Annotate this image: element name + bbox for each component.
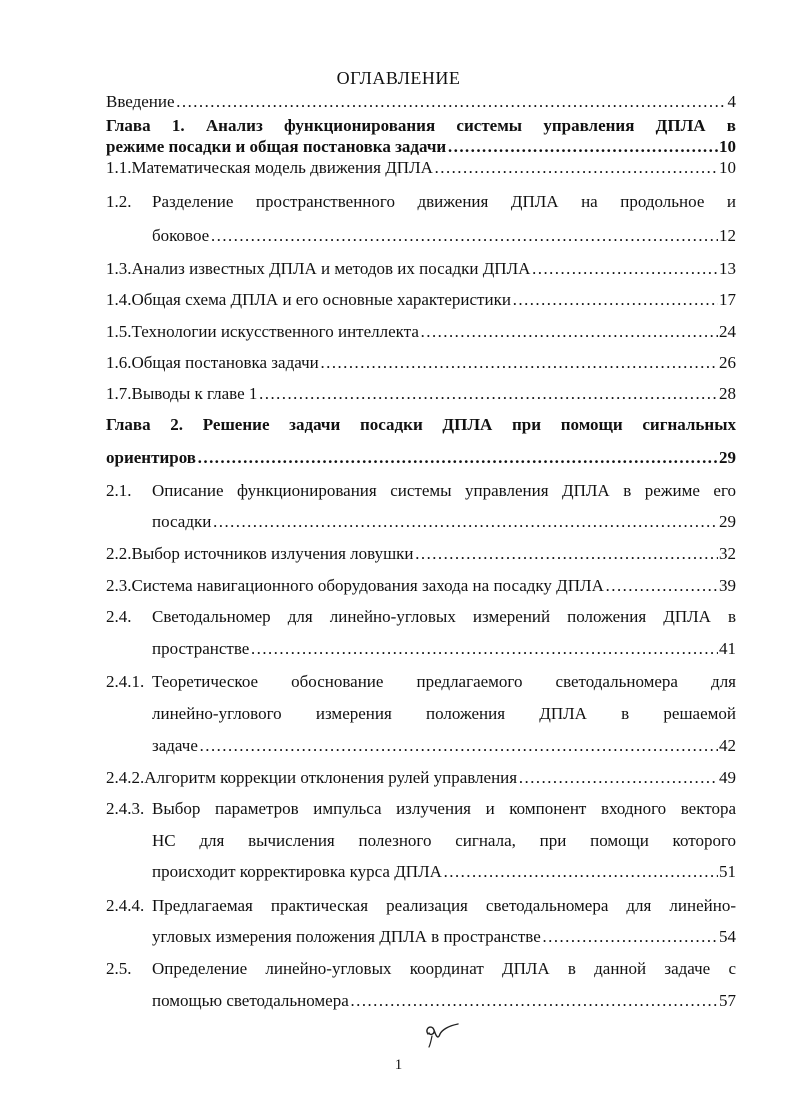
leader-dots [197,448,718,468]
entry-text: Выбор параметров импульса излучения и компонент входного вектора [152,799,736,818]
toc-entry-1-2-line2 [152,226,736,246]
entry-page: 10 [719,137,736,156]
leader-dots [176,92,727,112]
toc-entry-1-4 [106,290,736,310]
leader-dots [258,384,718,404]
entry-text: Технологии искусственного интеллекта [131,322,419,341]
toc-entry-2-4-line2 [152,639,736,659]
toc-entry-2-4-1-line2 [152,704,736,724]
toc-entry-2-4-4-line2 [152,927,736,947]
entry-text: Общая постановка задачи [131,353,319,372]
entry-page: 49 [719,768,736,787]
toc-entry-1-3 [106,259,736,279]
entry-page: 57 [719,991,736,1010]
entry-page: 29 [719,512,736,531]
leader-dots [605,576,718,596]
entry-text: Выводы к главе 1 [131,384,258,403]
toc-entry-2-4-1-line3 [152,736,736,756]
entry-page: 4 [727,92,736,111]
toc-entry-2-1-line1 [106,481,736,501]
entry-number: 1.4. [106,290,132,309]
entry-text: Светодальномер для линейно-угловых измерений положения ДПЛА в [152,607,736,626]
entry-text: Общая схема ДПЛА и его основные характеристики [131,290,511,309]
chapter-title: Глава 2. Решение задачи посадки ДПЛА при помощи сигнальных [106,415,736,434]
entry-page: 42 [719,736,736,755]
entry-page: 28 [719,384,736,403]
page-number: 1 [394,1057,403,1073]
leader-dots [415,544,718,564]
leader-dots [250,639,718,659]
entry-text-cont: боковое [152,226,210,245]
entry-text-cont: угловых измерения положения ДПЛА в пространстве [152,927,541,946]
entry-number: 1.7. [106,384,132,403]
leader-dots [542,927,718,947]
entry-page: 29 [719,448,736,467]
entry-page: 24 [719,322,736,341]
entry-number: 2.4.1. [106,672,145,691]
leader-dots [199,736,718,756]
entry-page: 10 [719,158,736,177]
entry-page: 39 [719,576,736,595]
toc-entry-2-4-2 [106,768,736,788]
entry-text: Описание функционирования системы управления ДПЛА в режиме его [152,481,736,500]
entry-text: Анализ известных ДПЛА и методов их посадки ДПЛА [131,259,531,278]
toc-chapter-1-line1 [106,116,736,136]
entry-number: 2.5. [106,959,132,978]
entry-text: Определение линейно-угловых координат ДПЛА в данной задаче с [152,959,736,978]
leader-dots [320,353,718,373]
entry-number: 1.2. [106,192,132,211]
toc-entry-2-5-line2 [152,991,736,1011]
toc-chapter-2-line1 [106,415,736,435]
entry-page: 12 [719,226,736,245]
toc-entry-2-1-line2 [152,512,736,532]
leader-dots [443,862,718,882]
entry-number: 1.3. [106,259,132,278]
entry-number: 2.4.3. [106,799,145,818]
entry-text-cont: задаче [152,736,198,755]
entry-text-cont: помощью светодальномера [152,991,349,1010]
toc-entry-1-7 [106,384,736,404]
entry-page: 41 [719,639,736,658]
entry-page: 51 [719,862,736,881]
toc-chapter-2-line2 [106,448,736,468]
chapter-title-cont: ориентиров [106,448,196,467]
entry-number: 2.2. [106,544,132,563]
handwritten-signature [418,1020,466,1050]
leader-dots [212,512,718,532]
entry-number: 2.4.4. [106,896,145,915]
toc-entry-2-3 [106,576,736,596]
toc-entry-2-2 [106,544,736,564]
leader-dots [210,226,718,246]
leader-dots [350,991,718,1011]
entry-page: 54 [719,927,736,946]
entry-number: 2.3. [106,576,132,595]
leader-dots [447,137,718,157]
entry-text: Разделение пространственного движения ДПЛА на продольное и [152,192,736,211]
chapter-title: Глава 1. Анализ функционирования системы управления ДПЛА в [106,116,736,135]
toc-entry-2-4-3-line2 [152,831,736,851]
entry-text: Выбор источников излучения ловушки [131,544,414,563]
chapter-title-cont: режиме посадки и общая постановка задачи [106,137,447,156]
leader-dots [518,768,718,788]
entry-page: 26 [719,353,736,372]
entry-text-cont: НС для вычисления полезного сигнала, при помощи которого [152,831,736,850]
entry-text-cont: линейно-углового измерения положения ДПЛА в решаемой [152,704,736,723]
entry-text-cont: посадки [152,512,212,531]
toc-entry-2-4-3-line1 [106,799,736,819]
entry-text: Введение [106,92,175,111]
entry-number: 1.6. [106,353,132,372]
entry-text: Предлагаемая практическая реализация светодальномера для линейно- [152,896,736,915]
toc-entry-1-5 [106,322,736,342]
entry-page: 13 [719,259,736,278]
leader-dots [512,290,718,310]
entry-number: 2.4.2. [106,768,145,787]
entry-number: 2.4. [106,607,132,626]
toc-entry-1-2-line1 [106,192,736,212]
entry-text: Алгоритм коррекции отклонения рулей управления [144,768,518,787]
entry-text-cont: происходит корректировка курса ДПЛА [152,862,442,881]
toc-entry-2-4-3-line3 [152,862,736,882]
toc-entry-1-6 [106,353,736,373]
toc-title: ОГЛАВЛЕНИЕ [336,68,461,88]
entry-text-cont: пространстве [152,639,250,658]
leader-dots [434,158,718,178]
entry-number: 2.1. [106,481,132,500]
entry-page: 17 [719,290,736,309]
leader-dots [531,259,718,279]
entry-page: 32 [719,544,736,563]
entry-number: 1.1. [106,158,132,177]
entry-text: Математическая модель движения ДПЛА [131,158,433,177]
entry-text: Теоретическое обоснование предлагаемого светодальномера для [152,672,736,691]
toc-chapter-1-line2 [106,137,736,157]
leader-dots [420,322,718,342]
toc-entry-2-4-line1 [106,607,736,627]
toc-entry-2-4-1-line1 [106,672,736,692]
toc-entry-2-5-line1 [106,959,736,979]
toc-entry-2-4-4-line1 [106,896,736,916]
entry-text: Система навигационного оборудования захода на посадку ДПЛА [131,576,604,595]
entry-number: 1.5. [106,322,132,341]
toc-entry-1-1 [106,158,736,178]
toc-entry-intro [106,92,736,112]
